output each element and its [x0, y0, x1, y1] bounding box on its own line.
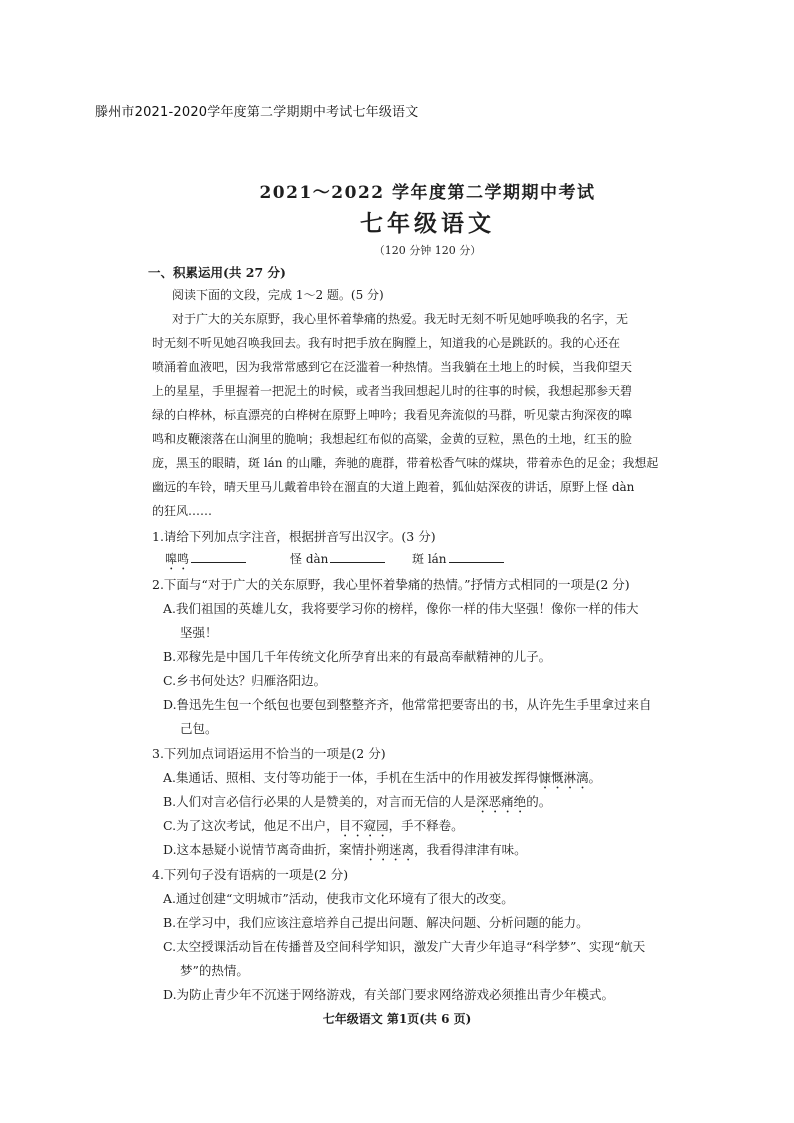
dotted-term: 慷慨淋漓	[538, 770, 589, 785]
q3-option-b	[163, 792, 551, 816]
option-text: A.集通话、照相、支付等功能于一体，手机在生活中的作用被发挥得	[163, 770, 539, 785]
q4-option-c-cont: 梦”的热情。	[180, 963, 249, 978]
q1-item	[290, 550, 385, 567]
q4-option-b: B.在学习中，我们应该注意培养自己提出问题、解决问题、分析问题的能力。	[163, 915, 589, 930]
q1-item-label: 斑 lán	[412, 552, 447, 566]
subject-title: 七年级语文	[360, 210, 495, 237]
q1-item-label: 怪 dàn	[290, 552, 329, 566]
passage-line: 庞，黑玉的眼睛，斑 lán 的山雕，奔驰的鹿群，带着松香气味的煤块，带着赤色的足金；我想起	[152, 456, 659, 470]
passage-line: 时无刻不听见她召唤我回去。我有时把手放在胸膛上，知道我的心是跳跃的。我的心还在	[152, 336, 621, 350]
q3-option-c	[163, 816, 464, 840]
passage-line: 喷涌着血液吧，因为我常常感到它在泛滥着一种热情。当我躺在土地上的时候，当我仰望天	[152, 360, 633, 374]
q2-option-d: D.鲁迅先生包一个纸包也要包到整整齐齐，他常常把要寄出的书，从许先生手里拿过来自	[163, 697, 652, 712]
section-heading: 一、积累运用(共 27 分)	[148, 265, 286, 280]
exam-title: 2021～2022 学年度第二学期期中考试	[259, 183, 596, 203]
question-1-stem: 1.请给下列加点字注音，根据拼音写出汉字。(3 分)	[152, 529, 436, 544]
exam-header	[140, 178, 680, 258]
answer-blank[interactable]	[330, 550, 385, 563]
option-text: 的。	[526, 794, 552, 809]
q2-option-b: B.邓稼先是中国几千年传统文化所孕育出来的有最高奉献精神的儿子。	[163, 649, 552, 664]
passage-line: 绿的白桦林，标直漂亮的白桦树在原野上呻吟；我看见奔流似的马群，听见蒙古狗深夜的嗥	[152, 408, 633, 422]
option-text: C.为了这次考试，他足不出户，	[163, 818, 339, 833]
option-text: 。	[588, 770, 602, 785]
q4-option-d: D.为防止青少年不沉迷于网络游戏，有关部门要求网络游戏必须推出青少年模式。	[163, 987, 615, 1002]
q2-option-a: A.我们祖国的英雄儿女，我将要学习你的榜样，像你一样的伟大坚强！像你一样的伟大	[163, 601, 639, 616]
q1-item	[412, 550, 504, 567]
q1-item	[165, 550, 246, 573]
dotted-term: 深恶痛绝	[476, 794, 527, 809]
q2-option-c: C.乡书何处达？归雁洛阳边。	[163, 673, 327, 688]
document-header: 滕州市2021-2020学年度第二学期期中考试七年级语文	[95, 105, 419, 120]
passage-line: 鸣和皮鞭滚落在山涧里的脆响；我想起红布似的高粱，金黄的豆粒，黑色的土地，红玉的脸	[152, 432, 633, 446]
option-text: D.这本悬疑小说情节离奇曲折，案情	[163, 842, 365, 857]
question-3-stem: 3.下列加点词语运用不恰当的一项是(2 分)	[152, 746, 386, 761]
passage-line: 的狂风……	[152, 504, 213, 518]
passage-instruction: 阅读下面的文段，完成 1～2 题。(5 分)	[172, 288, 384, 302]
q2-option-d-cont: 己包。	[180, 721, 218, 736]
answer-blank[interactable]	[449, 550, 504, 563]
passage-line: 幽远的车铃，晴天里马儿戴着串铃在溜直的大道上跑着，狐仙姑深夜的讲话，原野上怪 dàn	[152, 480, 635, 494]
passage-line: 对于广大的关东原野，我心里怀着挚痛的热爱。我无时无刻不听见她呼唤我的名字，无	[172, 312, 629, 326]
q2-option-a-cont: 坚强！	[180, 625, 218, 640]
answer-blank[interactable]	[191, 550, 246, 563]
question-4-stem: 4.下列句子没有语病的一项是(2 分)	[152, 867, 349, 882]
q3-option-a	[163, 768, 601, 792]
dotted-term: 目不窥园	[338, 818, 389, 833]
option-text: ，手不释卷。	[388, 818, 464, 833]
q4-option-c: C.太空授课活动旨在传播普及空间科学知识，激发广大青少年追寻“科学梦”、实现“航天	[163, 939, 646, 954]
q1-item-label: 嗥鸣	[165, 552, 190, 566]
passage-line: 上的星星，手里握着一把泥土的时候，或者当我回想起儿时的往事的时候，我想起那参天碧	[152, 384, 633, 398]
option-text: ，我看得津津有味。	[414, 842, 527, 857]
q4-option-a: A.通过创建“文明城市”活动，使我市文化环境有了很大的改变。	[163, 891, 514, 906]
option-text: B.人们对言必信行必果的人是赞美的，对言而无信的人是	[163, 794, 477, 809]
q3-option-d	[163, 840, 527, 864]
time-score: （120 分钟 120 分）	[373, 244, 482, 257]
dotted-term: 扑朔迷离	[364, 842, 415, 857]
question-2-stem: 2.下面与“对于广大的关东原野，我心里怀着挚痛的热情。”抒情方式相同的一项是(2 分)	[152, 577, 630, 592]
page-footer: 七年级语文 第1页(共 6 页)	[322, 1012, 472, 1026]
